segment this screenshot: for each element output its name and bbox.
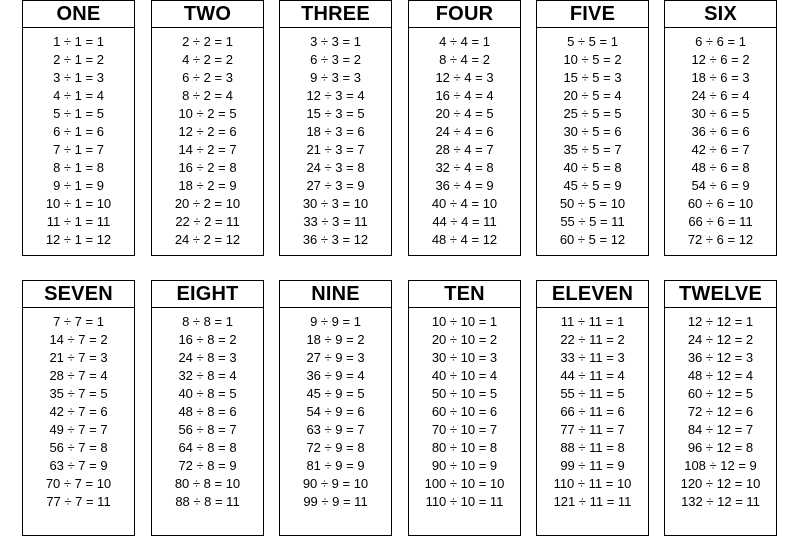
fact-list [280, 308, 391, 511]
fact-row: 3 ÷ 1 = 3 [53, 70, 104, 85]
table-title: TWELVE [665, 281, 776, 308]
fact-row: 24 ÷ 4 = 6 [435, 124, 494, 139]
table-card-three [279, 0, 392, 256]
fact-row: 40 ÷ 8 = 5 [178, 386, 237, 401]
fact-row: 42 ÷ 7 = 6 [49, 404, 108, 419]
fact-row: 25 ÷ 5 = 5 [563, 106, 622, 121]
fact-row: 11 ÷ 11 = 1 [560, 314, 625, 329]
fact-row: 10 ÷ 2 = 5 [178, 106, 237, 121]
fact-row: 35 ÷ 5 = 7 [563, 142, 622, 157]
fact-row: 54 ÷ 6 = 9 [691, 178, 750, 193]
fact-row: 60 ÷ 10 = 6 [431, 404, 498, 419]
fact-row: 8 ÷ 4 = 2 [439, 52, 490, 67]
fact-row: 30 ÷ 5 = 6 [563, 124, 622, 139]
fact-row: 3 ÷ 3 = 1 [310, 34, 361, 49]
table-title: SIX [665, 1, 776, 28]
fact-row: 11 ÷ 1 = 11 [46, 214, 111, 229]
fact-row: 48 ÷ 8 = 6 [178, 404, 237, 419]
fact-row: 96 ÷ 12 = 8 [687, 440, 754, 455]
fact-row: 6 ÷ 1 = 6 [53, 124, 104, 139]
table-card-nine [279, 280, 392, 536]
fact-row: 63 ÷ 9 = 7 [306, 422, 365, 437]
table-card-two [151, 0, 264, 256]
fact-row: 12 ÷ 12 = 1 [687, 314, 754, 329]
fact-row: 20 ÷ 5 = 4 [563, 88, 622, 103]
fact-row: 42 ÷ 6 = 7 [691, 142, 750, 157]
fact-row: 12 ÷ 4 = 3 [435, 70, 494, 85]
fact-row: 12 ÷ 3 = 4 [306, 88, 365, 103]
fact-row: 10 ÷ 5 = 2 [563, 52, 622, 67]
fact-row: 99 ÷ 9 = 11 [303, 494, 368, 509]
table-card-five [536, 0, 649, 256]
fact-row: 36 ÷ 12 = 3 [687, 350, 754, 365]
fact-row: 6 ÷ 2 = 3 [182, 70, 233, 85]
fact-row: 10 ÷ 10 = 1 [431, 314, 498, 329]
fact-row: 21 ÷ 7 = 3 [49, 350, 108, 365]
fact-row: 4 ÷ 1 = 4 [53, 88, 104, 103]
fact-row: 110 ÷ 10 = 11 [425, 494, 504, 509]
fact-row: 7 ÷ 7 = 1 [53, 314, 104, 329]
fact-row: 30 ÷ 6 = 5 [691, 106, 750, 121]
fact-row: 5 ÷ 1 = 5 [53, 106, 104, 121]
fact-row: 49 ÷ 7 = 7 [49, 422, 108, 437]
fact-row: 33 ÷ 11 = 3 [560, 350, 625, 365]
table-card-one [22, 0, 135, 256]
fact-row: 108 ÷ 12 = 9 [684, 458, 757, 473]
fact-list [23, 28, 134, 249]
table-title: FIVE [537, 1, 648, 28]
table-title: NINE [280, 281, 391, 308]
fact-row: 88 ÷ 11 = 8 [560, 440, 625, 455]
fact-row: 24 ÷ 8 = 3 [178, 350, 237, 365]
fact-row: 21 ÷ 3 = 7 [306, 142, 365, 157]
fact-row: 20 ÷ 4 = 5 [435, 106, 494, 121]
table-card-eight [151, 280, 264, 536]
fact-row: 64 ÷ 8 = 8 [178, 440, 237, 455]
fact-row: 81 ÷ 9 = 9 [306, 458, 365, 473]
fact-list [665, 28, 776, 249]
fact-list [537, 308, 648, 511]
fact-row: 40 ÷ 10 = 4 [431, 368, 498, 383]
fact-row: 45 ÷ 9 = 5 [306, 386, 365, 401]
fact-row: 121 ÷ 11 = 11 [553, 494, 632, 509]
fact-row: 8 ÷ 8 = 1 [182, 314, 233, 329]
fact-row: 100 ÷ 10 = 10 [424, 476, 505, 491]
fact-row: 2 ÷ 2 = 1 [182, 34, 233, 49]
fact-row: 2 ÷ 1 = 2 [53, 52, 104, 67]
fact-row: 30 ÷ 10 = 3 [431, 350, 498, 365]
fact-row: 48 ÷ 4 = 12 [431, 232, 498, 247]
fact-row: 48 ÷ 6 = 8 [691, 160, 750, 175]
fact-row: 18 ÷ 6 = 3 [691, 70, 750, 85]
fact-row: 27 ÷ 9 = 3 [306, 350, 365, 365]
fact-row: 36 ÷ 3 = 12 [302, 232, 369, 247]
fact-row: 14 ÷ 2 = 7 [178, 142, 237, 157]
fact-row: 16 ÷ 8 = 2 [178, 332, 237, 347]
fact-row: 24 ÷ 3 = 8 [306, 160, 365, 175]
fact-row: 40 ÷ 5 = 8 [563, 160, 622, 175]
fact-row: 80 ÷ 8 = 10 [174, 476, 241, 491]
fact-row: 77 ÷ 7 = 11 [46, 494, 111, 509]
fact-row: 36 ÷ 4 = 9 [435, 178, 494, 193]
table-title: ONE [23, 1, 134, 28]
fact-row: 60 ÷ 6 = 10 [687, 196, 754, 211]
fact-row: 63 ÷ 7 = 9 [49, 458, 108, 473]
table-title: FOUR [409, 1, 520, 28]
table-card-ten [408, 280, 521, 536]
fact-row: 20 ÷ 10 = 2 [431, 332, 498, 347]
fact-list [665, 308, 776, 511]
table-card-eleven [536, 280, 649, 536]
fact-row: 70 ÷ 10 = 7 [431, 422, 498, 437]
fact-row: 27 ÷ 3 = 9 [306, 178, 365, 193]
fact-list [280, 28, 391, 249]
fact-row: 18 ÷ 9 = 2 [306, 332, 365, 347]
fact-row: 44 ÷ 4 = 11 [432, 214, 497, 229]
fact-row: 44 ÷ 11 = 4 [560, 368, 625, 383]
fact-row: 60 ÷ 5 = 12 [559, 232, 626, 247]
fact-row: 77 ÷ 11 = 7 [560, 422, 625, 437]
table-card-seven [22, 280, 135, 536]
fact-row: 55 ÷ 11 = 5 [560, 386, 625, 401]
fact-row: 20 ÷ 2 = 10 [174, 196, 241, 211]
fact-row: 24 ÷ 2 = 12 [174, 232, 241, 247]
fact-row: 36 ÷ 6 = 6 [691, 124, 750, 139]
fact-row: 6 ÷ 3 = 2 [310, 52, 361, 67]
fact-list [537, 28, 648, 249]
fact-row: 88 ÷ 8 = 11 [175, 494, 240, 509]
fact-row: 80 ÷ 10 = 8 [431, 440, 498, 455]
fact-row: 24 ÷ 12 = 2 [687, 332, 754, 347]
fact-list [152, 308, 263, 511]
fact-row: 18 ÷ 2 = 9 [178, 178, 237, 193]
fact-row: 55 ÷ 5 = 11 [560, 214, 625, 229]
fact-row: 45 ÷ 5 = 9 [563, 178, 622, 193]
fact-row: 56 ÷ 7 = 8 [49, 440, 108, 455]
fact-row: 40 ÷ 4 = 10 [431, 196, 498, 211]
table-card-four [408, 0, 521, 256]
fact-row: 60 ÷ 12 = 5 [687, 386, 754, 401]
fact-row: 24 ÷ 6 = 4 [691, 88, 750, 103]
fact-row: 72 ÷ 12 = 6 [687, 404, 754, 419]
fact-row: 9 ÷ 9 = 1 [310, 314, 361, 329]
fact-row: 35 ÷ 7 = 5 [49, 386, 108, 401]
fact-row: 22 ÷ 2 = 11 [175, 214, 240, 229]
fact-row: 6 ÷ 6 = 1 [695, 34, 746, 49]
fact-row: 72 ÷ 6 = 12 [687, 232, 754, 247]
fact-row: 132 ÷ 12 = 11 [681, 494, 760, 509]
fact-row: 10 ÷ 1 = 10 [45, 196, 112, 211]
fact-row: 50 ÷ 10 = 5 [431, 386, 498, 401]
table-title: TEN [409, 281, 520, 308]
fact-row: 30 ÷ 3 = 10 [302, 196, 369, 211]
fact-row: 72 ÷ 9 = 8 [306, 440, 365, 455]
fact-row: 72 ÷ 8 = 9 [178, 458, 237, 473]
fact-row: 84 ÷ 12 = 7 [687, 422, 754, 437]
fact-row: 15 ÷ 3 = 5 [306, 106, 365, 121]
fact-row: 8 ÷ 2 = 4 [182, 88, 233, 103]
fact-row: 4 ÷ 2 = 2 [182, 52, 233, 67]
fact-list [409, 308, 520, 511]
table-title: ELEVEN [537, 281, 648, 308]
fact-row: 7 ÷ 1 = 7 [53, 142, 104, 157]
table-title: TWO [152, 1, 263, 28]
fact-row: 9 ÷ 3 = 3 [310, 70, 361, 85]
fact-row: 66 ÷ 6 = 11 [688, 214, 753, 229]
fact-row: 36 ÷ 9 = 4 [306, 368, 365, 383]
fact-row: 120 ÷ 12 = 10 [680, 476, 761, 491]
fact-row: 32 ÷ 4 = 8 [435, 160, 494, 175]
fact-row: 22 ÷ 11 = 2 [560, 332, 625, 347]
fact-row: 28 ÷ 7 = 4 [49, 368, 108, 383]
fact-row: 1 ÷ 1 = 1 [53, 34, 104, 49]
fact-row: 12 ÷ 6 = 2 [691, 52, 750, 67]
fact-row: 28 ÷ 4 = 7 [435, 142, 494, 157]
fact-list [152, 28, 263, 249]
fact-row: 8 ÷ 1 = 8 [53, 160, 104, 175]
table-title: EIGHT [152, 281, 263, 308]
fact-row: 90 ÷ 9 = 10 [302, 476, 369, 491]
fact-row: 18 ÷ 3 = 6 [306, 124, 365, 139]
fact-row: 56 ÷ 8 = 7 [178, 422, 237, 437]
fact-row: 50 ÷ 5 = 10 [559, 196, 626, 211]
fact-row: 33 ÷ 3 = 11 [303, 214, 368, 229]
fact-row: 14 ÷ 7 = 2 [49, 332, 108, 347]
fact-row: 12 ÷ 1 = 12 [45, 232, 112, 247]
fact-row: 66 ÷ 11 = 6 [560, 404, 625, 419]
fact-row: 16 ÷ 2 = 8 [178, 160, 237, 175]
fact-row: 5 ÷ 5 = 1 [567, 34, 618, 49]
fact-row: 12 ÷ 2 = 6 [178, 124, 237, 139]
fact-row: 99 ÷ 11 = 9 [560, 458, 625, 473]
table-card-twelve [664, 280, 777, 536]
table-title: THREE [280, 1, 391, 28]
fact-row: 4 ÷ 4 = 1 [439, 34, 490, 49]
fact-row: 54 ÷ 9 = 6 [306, 404, 365, 419]
table-title: SEVEN [23, 281, 134, 308]
fact-row: 90 ÷ 10 = 9 [431, 458, 498, 473]
fact-row: 16 ÷ 4 = 4 [435, 88, 494, 103]
fact-row: 9 ÷ 1 = 9 [53, 178, 104, 193]
fact-row: 32 ÷ 8 = 4 [178, 368, 237, 383]
fact-row: 15 ÷ 5 = 3 [563, 70, 622, 85]
fact-list [23, 308, 134, 511]
fact-row: 70 ÷ 7 = 10 [45, 476, 112, 491]
fact-row: 110 ÷ 11 = 10 [553, 476, 632, 491]
fact-row: 48 ÷ 12 = 4 [687, 368, 754, 383]
table-card-six [664, 0, 777, 256]
fact-list [409, 28, 520, 249]
